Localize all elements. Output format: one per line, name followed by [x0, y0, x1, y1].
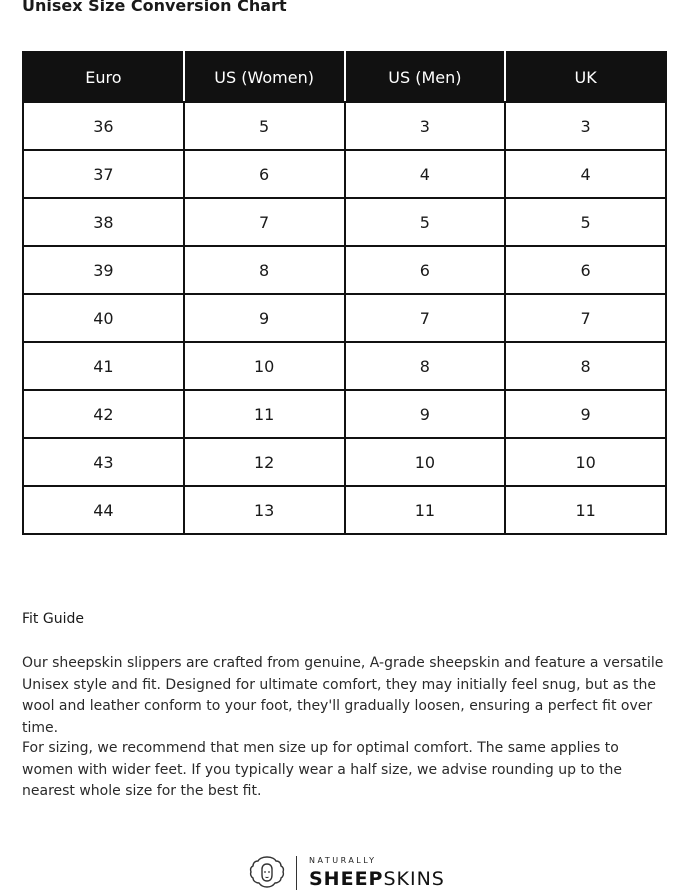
table-cell: 3	[345, 102, 506, 150]
size-conversion-table	[22, 51, 667, 535]
table-cell: 11	[184, 390, 345, 438]
table-cell: 40	[23, 294, 184, 342]
table-cell: 6	[505, 246, 666, 294]
table-cell: 6	[184, 150, 345, 198]
table-cell: 42	[23, 390, 184, 438]
table-cell: 8	[345, 342, 506, 390]
logo-brand-name	[309, 870, 445, 889]
logo-tagline: NATURALLY	[309, 856, 377, 865]
sizing-advice-paragraph: For sizing, we recommend that men size up for optimal comfort. The same applies to women with wider feet. If you typically wear a half size, we advise rounding up to the nearest whole size for the best fit.	[22, 740, 622, 799]
column-header-uk: UK	[505, 52, 666, 102]
table-cell: 11	[505, 486, 666, 534]
table-cell: 37	[23, 150, 184, 198]
page-title: Unisex Size Conversion Chart	[22, 0, 287, 15]
table-cell: 10	[505, 438, 666, 486]
table-cell: 10	[345, 438, 506, 486]
table-cell: 44	[23, 486, 184, 534]
table-cell: 10	[184, 342, 345, 390]
table-cell: 43	[23, 438, 184, 486]
table-cell: 8	[505, 342, 666, 390]
fit-guide-paragraph: Our sheepskin slippers are crafted from genuine, A-grade sheepskin and feature a versatile Unisex style and fit. Designed for ultimate comfort, they may initially feel snug, but as the wool and leather conform to your foot, they'll gradually loosen, ensuring a perfect fit over time.	[22, 655, 664, 736]
table-cell: 7	[505, 294, 666, 342]
table-cell: 4	[345, 150, 506, 198]
table-cell: 7	[184, 198, 345, 246]
table-cell: 9	[184, 294, 345, 342]
logo-wordmark	[309, 852, 445, 889]
table-cell: 8	[184, 246, 345, 294]
table-cell: 3	[505, 102, 666, 150]
table-cell: 9	[345, 390, 506, 438]
table-cell: 11	[345, 486, 506, 534]
table-row	[23, 342, 666, 390]
logo-brand-strong: SHEEP	[309, 868, 384, 890]
table-row	[23, 438, 666, 486]
table-cell: 12	[184, 438, 345, 486]
table-row	[23, 486, 666, 534]
table-cell: 9	[505, 390, 666, 438]
table-row	[23, 294, 666, 342]
table-cell: 5	[345, 198, 506, 246]
table-cell: 5	[184, 102, 345, 150]
logo-divider	[296, 856, 297, 890]
column-header-us-men: US (Men)	[345, 52, 506, 102]
table-row	[23, 150, 666, 198]
table-row	[23, 102, 666, 150]
table-row	[23, 246, 666, 294]
table-cell: 6	[345, 246, 506, 294]
table-header-row	[23, 52, 666, 102]
table-cell: 4	[505, 150, 666, 198]
table-cell: 5	[505, 198, 666, 246]
logo-brand-rest: SKINS	[383, 868, 445, 890]
sheep-icon	[248, 853, 286, 891]
table-cell: 36	[23, 102, 184, 150]
column-header-euro: Euro	[23, 52, 184, 102]
table-cell: 38	[23, 198, 184, 246]
brand-logo	[248, 852, 445, 892]
table-cell: 7	[345, 294, 506, 342]
table-row	[23, 198, 666, 246]
table-row	[23, 390, 666, 438]
fit-guide-heading: Fit Guide	[22, 611, 84, 627]
table-cell: 39	[23, 246, 184, 294]
table-cell: 41	[23, 342, 184, 390]
table-cell: 13	[184, 486, 345, 534]
column-header-us-women: US (Women)	[184, 52, 345, 102]
